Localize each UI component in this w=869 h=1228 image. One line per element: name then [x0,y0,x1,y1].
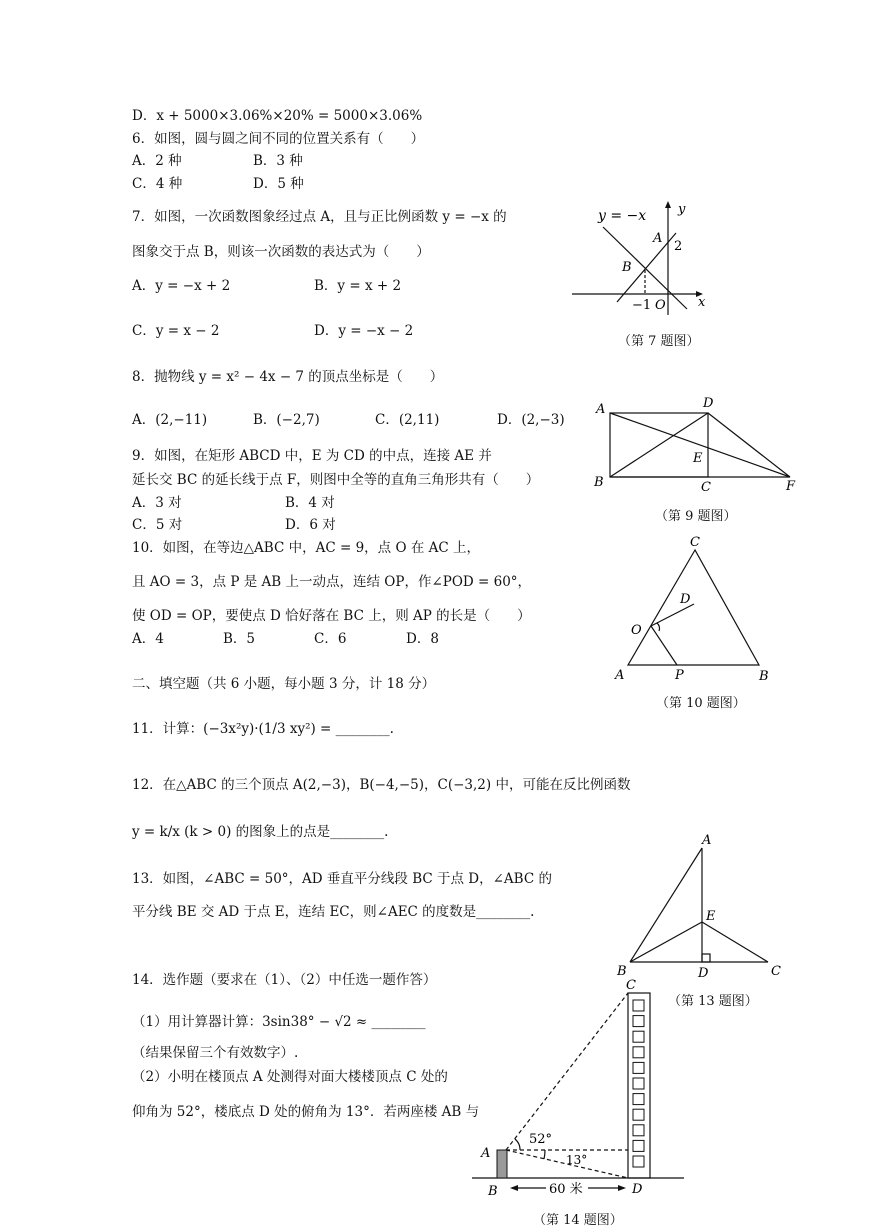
q7-option-a: A．y = −x + 2 [132,278,231,294]
q13-point-a: A [702,833,712,848]
q14-part1-line2: （结果保留三个有效数字）. [132,1045,299,1061]
q9-option-b: B．4 对 [285,495,335,511]
q14-distance-label: 60 米 [549,1182,583,1197]
q9-option-d: D．6 对 [285,517,336,533]
q6-option-d: D．5 种 [253,176,304,192]
q7-y-axis-label: y [678,202,686,217]
q7-option-c: C．y = x − 2 [132,323,220,339]
q13-point-d: D [698,966,709,981]
q14-stem: 14．选作题（要求在（1）、（2）中任选一题作答） [132,972,437,988]
q9-option-c: C．5 对 [132,517,183,533]
q14-point-d: D [632,1182,643,1197]
building-window [633,1156,644,1167]
q7-origin: O [655,298,666,313]
q10-point-o: O [631,623,642,638]
q9-point-f: F [786,479,796,494]
q7-point-b: B [622,260,632,275]
q7-x-axis-label: x [698,295,706,310]
q10-option-c: C．6 [314,631,347,647]
building-window [633,1140,644,1151]
q7-stem-line1: 7．如图，一次函数图象经过点 A，且与正比例函数 y = −x 的 [132,209,507,225]
q7-tick-minus-one: −1 [632,298,652,313]
q13-point-c: C [771,964,781,979]
q10-option-b: B．5 [223,631,256,647]
q9-point-b: B [594,475,604,490]
q10-stem-line2: 且 AO = 3，点 P 是 AB 上一动点，连结 OP，作∠POD = 60°， [132,574,532,590]
q9-caption: （第 9 题图） [655,509,737,524]
q9-stem-line2: 延长交 BC 的延长线于点 F，则图中全等的直角三角形共有（ ） [132,472,540,488]
building-window [633,1062,644,1073]
q7-option-b: B．y = x + 2 [314,278,402,294]
q12-stem-line2: y = k/x (k > 0) 的图象上的点是________. [132,824,389,840]
building-window [633,1047,644,1058]
q13-caption: （第 13 题图） [668,994,758,1009]
q9-option-a: A．3 对 [132,495,182,511]
building-window [633,1094,644,1105]
q7-line-label: y = −x [598,208,647,224]
section-heading: 二、填空题（共 6 小题，每小题 3 分，计 18 分） [132,676,436,692]
q10-caption: （第 10 题图） [656,696,746,711]
building-window [633,1000,644,1011]
building-window [633,1125,644,1136]
q8-stem: 8．抛物线 y = x² − 4x − 7 的顶点坐标是（ ） [132,369,444,385]
q14-part2-line1: （2）小明在楼顶点 A 处测得对面大楼楼顶点 C 处的 [132,1069,448,1085]
building-window [633,1078,644,1089]
q13-point-e: E [706,909,716,924]
q7-option-d: D．y = −x − 2 [314,323,414,339]
q6-option-c: C．4 种 [132,176,183,192]
q10-stem-line1: 10．如图，在等边△ABC 中，AC = 9，点 O 在 AC 上， [132,540,480,556]
q14-point-a: A [481,1146,491,1161]
building-window [633,1109,644,1120]
q10-option-d: D．8 [406,631,439,647]
q8-option-c: C．(2,11) [375,412,440,428]
q6-stem: 6．如图，圆与圆之间不同的位置关系有（ ） [132,131,425,147]
building-window [633,1031,644,1042]
q14-point-b: B [488,1184,498,1199]
q14-angle-depression: 13° [566,1153,588,1167]
building-window [633,1016,644,1027]
q7-point-a: A [653,231,663,246]
q9-point-c: C [701,480,711,495]
q8-option-b: B．(−2,7) [253,412,320,428]
q12-stem-line1: 12．在△ABC 的三个顶点 A(2,−3)，B(−4,−5)，C(−3,2) 中，可能在反比例函数 [132,777,631,793]
q7-intercept-2: 2 [674,239,683,254]
q10-point-p: P [675,668,684,683]
q9-point-d: D [703,396,714,411]
q10-stem-line3: 使 OD = OP，要使点 D 恰好落在 BC 上，则 AP 的长是（ ） [132,608,531,624]
q10-point-b: B [759,669,769,684]
q14-point-c: C [626,978,636,993]
q10-option-a: A．4 [132,631,164,647]
q10-point-d: D [680,592,691,607]
q14-part1-line1: （1）用计算器计算：3sin38° − √2 ≈ ________ [132,1014,426,1030]
q14-caption: （第 14 题图） [533,1213,623,1228]
q5-option-d: D．x + 5000×3.06%×20% = 5000×3.06% [132,108,423,124]
q8-option-d: D．(2,−3) [497,412,565,428]
q11-stem: 11．计算：(−3x²y)·(1/3 xy²) = ________. [132,721,394,737]
q9-stem-line1: 9．如图，在矩形 ABCD 中，E 为 CD 的中点，连接 AE 并 [132,448,492,464]
q13-stem-line2: 平分线 BE 交 AD 于点 E，连结 EC，则∠AEC 的度数是________. [132,904,535,920]
q7-caption: （第 7 题图） [618,334,700,349]
q13-point-b: B [617,964,627,979]
q6-option-b: B．3 种 [253,153,303,169]
q8-option-a: A．(2,−11) [132,412,208,428]
q7-stem-line2: 图象交于点 B，则该一次函数的表达式为（ ） [132,244,430,260]
q9-point-e: E [693,451,703,466]
q10-point-a: A [615,668,625,683]
q6-option-a: A．2 种 [132,153,182,169]
q13-stem-line1: 13．如图，∠ABC = 50°，AD 垂直平分线段 BC 于点 D，∠ABC 的 [132,871,552,887]
q14-angle-elevation: 52° [529,1132,553,1147]
q9-point-a: A [596,402,606,417]
q10-point-c: C [690,535,700,550]
q14-part2-line2: 仰角为 52°，楼底点 D 处的俯角为 13°．若两座楼 AB 与 [132,1104,480,1120]
